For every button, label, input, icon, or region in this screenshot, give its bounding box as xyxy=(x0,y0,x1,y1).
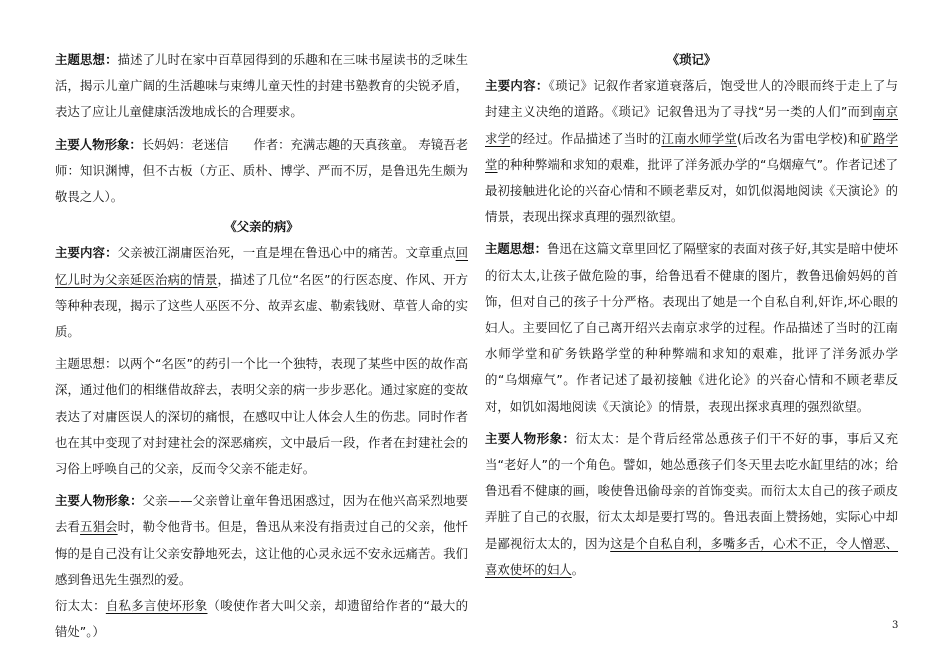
section-title-fathers-illness: 《父亲的病》 xyxy=(224,219,299,235)
left-theme2-paragraph xyxy=(55,351,468,482)
left-characters2-paragraph xyxy=(55,488,468,593)
characters2-label: 主要人物形象： xyxy=(55,493,143,509)
right-column xyxy=(485,47,898,583)
characters2-text-a: 父亲——父亲曾让童年鲁迅困惑过，因为在他兴高采烈地要去看 xyxy=(55,493,469,535)
left-column xyxy=(55,47,468,645)
content-label: 主要内容： xyxy=(55,245,118,261)
right-content-paragraph xyxy=(485,73,898,230)
right-content-label: 主要内容： xyxy=(485,78,549,94)
content-underline: 回忆儿时为父亲延医治病的情景 xyxy=(55,245,469,287)
left-characters-paragraph xyxy=(55,132,468,211)
right-content-underline-3: 矿路学堂 xyxy=(485,130,899,172)
section-title-suoji: 《琐记》 xyxy=(666,52,717,67)
right-characters-text-b: 。 xyxy=(571,561,585,577)
right-characters-label: 主要人物形象： xyxy=(485,430,576,446)
theme-label: 主题思想： xyxy=(55,52,118,67)
right-characters-paragraph xyxy=(485,426,898,583)
left-yan-taitai-paragraph xyxy=(55,593,468,645)
right-theme-label: 主题思想： xyxy=(485,241,547,257)
right-content-underline-2: 江南水师学堂 xyxy=(661,130,737,146)
left-content-paragraph xyxy=(55,240,468,345)
characters-text: 长妈妈：老迷信 作者：充满志趣的天真孩童。 寿镜吾老师：知识渊博，但不古板（方正、质朴、博学、严而不厉，是鲁迅先生颇为敬畏之人）。 xyxy=(55,136,468,205)
right-content-text-b: 的经过。作品描述了当时的 xyxy=(510,130,662,146)
yan-underline: 自私多言使坏形象 xyxy=(105,598,208,614)
theme-text: 描述了儿时在家中百草园得到的乐趣和在三味书屋读书的乏味生活，揭示儿童广阔的生活趣味与束缚儿童天性的封建书塾教育的尖锐矛盾，表达了应让儿童健康活泼地成长的合理要求。 xyxy=(55,52,469,120)
right-content-underline-1: 南京求学 xyxy=(485,104,899,146)
right-content-text-a: 《琐记》记叙作者家道衰落后，饱受世人的冷眼而终于走上了与封建主义决绝的道路。《琐记》记叙鲁迅为了寻找“另一类的人们”而到 xyxy=(485,78,898,120)
content-text-a: 父亲被江湖庸医治死，一直是埋在鲁迅心中的痛苦。文章重点 xyxy=(117,245,456,261)
page-number: 3 xyxy=(892,620,899,631)
yan-text-a: 衍太太： xyxy=(55,598,106,614)
characters-label: 主要人物形象： xyxy=(55,136,142,152)
right-characters-underline: 这是个自私自利，多嘴多舌，心术不正，令人憎恶、喜欢使坏的妇人 xyxy=(485,535,899,577)
yan-text-b: （唆使作者大叫父亲，却遗留给作者的“最大的错处”。） xyxy=(55,598,469,640)
characters2-text-b: 时，勒令他背书。但是，鲁迅从来没有指责过自己的父亲，他忏悔的是自己没有让父亲安静地死去，这让他的心灵永远不安永远痛苦。我们感到鲁迅先生强烈的爱。 xyxy=(55,519,469,587)
right-characters-text-a: 衍太太：是个背后经常怂恿孩子们干不好的事，事后又充当“老好人”的一个角色。譬如，她怂恿孩子们冬天里去吃水缸里结的冰；给鲁迅看不健康的画，唆使鲁迅偷母亲的首饰变卖。而衍太太自己的孩子顽皮弄脏了自己的衣服，衍太太却是要打骂的。鲁迅表面上赞扬她，实际心中却是鄙视衍太太的，因为 xyxy=(485,430,899,551)
characters2-underline: 五猖会 xyxy=(80,519,118,535)
right-theme-text: 鲁迅在这篇文章里回忆了隔壁家的表面对孩子好,其实是暗中使坏的衍太太,让孩子做危险的事，给鲁迅看不健康的图片，教鲁迅偷妈妈的首饰，但对自己的孩子十分严格。表现出了她是一个自私自利,奸诈,坏心眼的妇人。主要回忆了自己离开绍兴去南京求学的过程。作品描述了当时的江南水师学堂和矿务铁路学堂的种种弊端和求知的艰难，批评了洋务派办学的“乌烟瘴气”。作者记述了最初接触《进化论》的兴奋心情和不顾老辈反对，如饥如渴地阅读《天演论》的情景，表现出探求真理的强烈欲望。 xyxy=(485,241,898,414)
right-theme-paragraph xyxy=(485,236,898,419)
left-theme-paragraph xyxy=(55,47,468,126)
right-content-text-d: 的种种弊端和求知的艰难，批评了洋务派办学的“乌烟瘴气”。作者记述了最初接触进化论的兴奋心情和不顾老辈反对，如饥似渴地阅读《天演论》的情景，表现出探求真理的强烈欲望。 xyxy=(485,156,899,225)
content-text-b: ，描述了几位“名医”的行医态度、作风、开方等种种表现，揭示了这些人巫医不分、故弄玄虚、勒索钱财、草菅人命的实质。 xyxy=(55,271,469,340)
right-content-text-c: (后改名为雷电学校)和 xyxy=(736,130,861,146)
theme2-text: 主题思想：以两个“名医”的药引一个比一个独特，表现了某些中医的故作高深，通过他们的相继借故辞去，表明父亲的病一步步恶化。通过家庭的变故表达了对庸医误人的深切的痛恨，在感叹中让人体会人生的伤悲。同时作者也在其中变现了对封建社会的深恶痛疾，文中最后一段，作者在封建社会的习俗上呼唤自己的父亲，反而令父亲不能走好。 xyxy=(55,356,468,477)
